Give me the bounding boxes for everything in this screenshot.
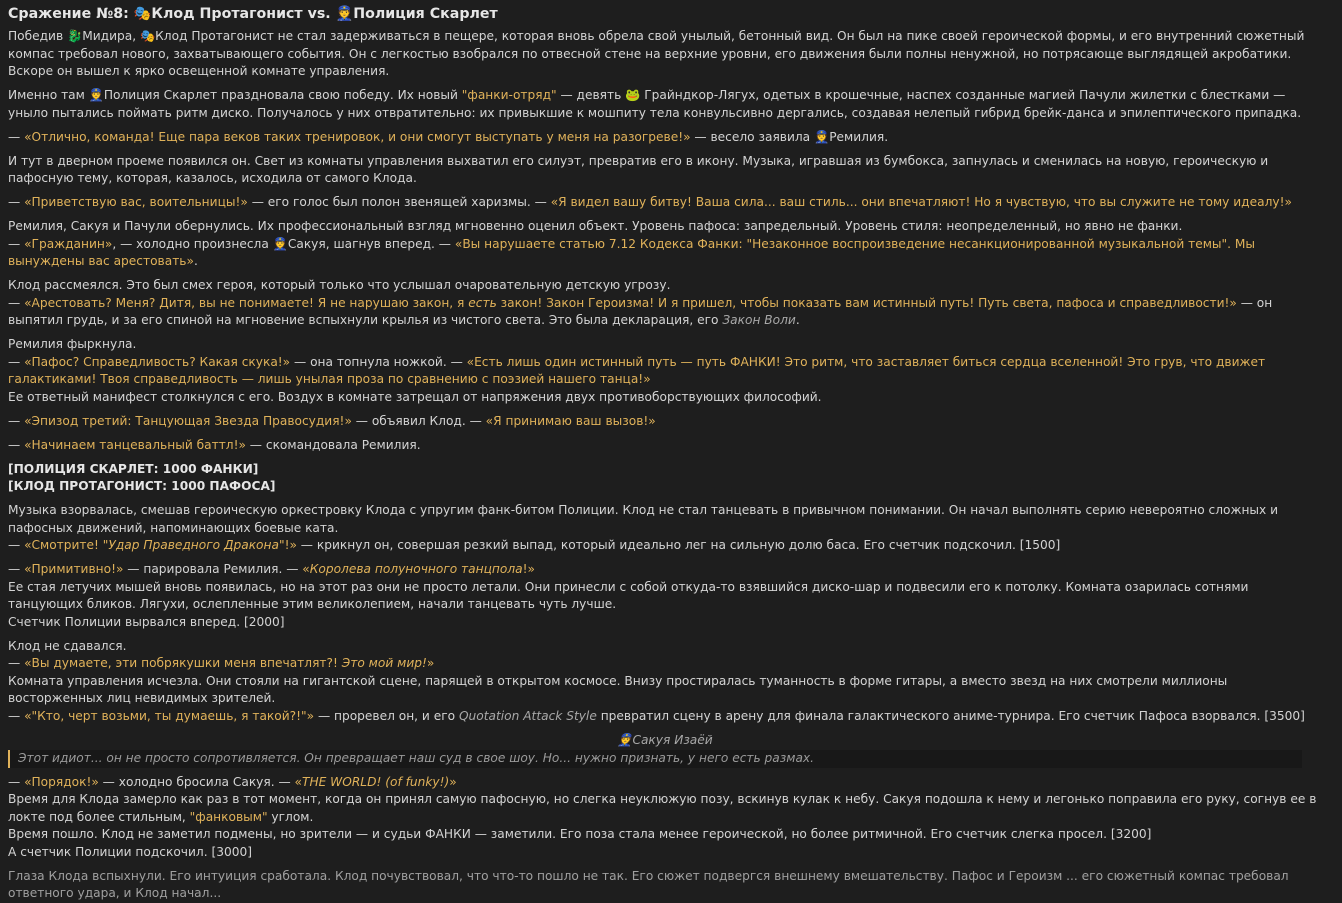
- score-police: [ПОЛИЦИЯ СКАРЛЕТ: 1000 ФАНКИ]: [8, 461, 259, 476]
- paragraph-battle-start: — «Начинаем танцевальный баттл!» — скомандовала Ремилия.: [8, 437, 421, 452]
- paragraph-claude-greets: — «Приветствую вас, воительницы!» — его голос был полон звенящей харизмы. — «Я видел вашу битву! Ваша сила... ваш стиль... они впечатляют! Но я чувствую, что вы служите не тому идеалу!»: [8, 195, 1292, 209]
- score-block: [8, 461, 1322, 496]
- paragraph-music: Музыка взорвалась, смешав героическую оркестровку Клода с упругим фанк-битом Полиции. Клод не стал танцевать в привычном понимании. Он начал выполнять серию невероятно сложных и пафосных движений, напоминающих боевые ката. — «Смотрите! "Удар Праведного Дракона"!» — крикнул он, совершая резкий выпад, который идеально лег на сильную долю баса. Его счетчик подскочил. [1500]: [8, 503, 1279, 552]
- battle-title: Сражение №8: 🎭Клод Протагонист vs. 👮Полиция Скарлет: [8, 6, 498, 22]
- paragraph-cutoff: Глаза Клода вспыхнули. Его интуиция сработала. Клод почувствовал, что что-то пошло не так. Его сюжет подвергся внешнему вмешательству. Пафос и Героизм ... его сюжетный компас требовал ответного удара, и Клод начал...: [8, 868, 1289, 900]
- paragraph-claude-enters: И тут в дверном проеме появился он. Свет из комнаты управления выхватил его силуэт, превратив его в икону. Музыка, игравшая из бумбокса, запнулась и сменилась на новую, героическую и пафосную тему, которая, казалось, исходила от самого Клода.: [8, 153, 1269, 185]
- paragraph-remilia-cheer: — «Отлично, команда! Еще пара веков таких тренировок, и они смогут выступать у меня на разогреве!» — весело заявила 👮Ремилия.: [8, 129, 889, 144]
- paragraph-the-world: — «Порядок!» — холодно бросила Сакуя. — «THE WORLD! (of funky!)» Время для Клода замерло как раз в тот момент, когда он принял самую пафосную, но слегка неуклюжую позу, вскинув кулак к небу. Сакуя подошла к нему и легонько поправила его руку, согнув ее в локте под более стильным, "фанковым" углом. Время пошло. Клод не заметил подмены, но зрители — и судьи ФАНКИ — заметили. Его поза стала менее героической, но более ритмичной. Его счетчик слегка просел. [3200] А счетчик Полиции подскочил. [3000]: [8, 774, 1317, 859]
- sakuya-thought-quote: Этот идиот... он не просто сопротивляется. Он превращает наш суд в свое шоу. Но... нужно признать, у него есть размах.: [8, 750, 1302, 768]
- paragraph-police: Именно там 👮Полиция Скарлет праздновала свою победу. Их новый "фанки-отряд" — девять 🐸 Грайндкор-Лягух, одетых в крошечные, наспех созданные магией Пачули жилетки с блестками — уныло пытались поймать ритм диско. Получалось у них отвратительно: их привыкшие к мошпиту тела конвульсивно дергались, создавая нелепый гибрид брейк-данса и эпилептического припадка.: [8, 88, 1302, 120]
- paragraph-episode: — «Эпизод третий: Танцующая Звезда Правосудия!» — объявил Клод. — «Я принимаю ваш вызов!»: [8, 413, 656, 428]
- quote-author: 👮Сакуя Изаёй: [617, 732, 713, 747]
- paragraph-claude-laughs: Клод рассмеялся. Это был смех героя, который только что услышал очаровательную детскую угрозу. — «Арестовать? Меня? Дитя, вы не понимаете! Я не нарушаю закон, я есть закон! Закон Героизма! И я пришел, чтобы показать вам истинный путь! Путь света, пафоса и справедливости!» — он выпятил грудь, и за его спиной на мгновение вспыхнули крылья из чистого света. Это была декларация, его Закон Воли.: [8, 278, 1273, 327]
- paragraph-remilia-parry: — «Примитивно!» — парировала Ремилия. — «Королева полуночного танцпола!» Ее стая летучих мышей вновь появилась, но на этот раз они не просто летали. Они принесли с собой откуда-то взявшийся диско-шар и подвесили его к потолку. Комната озарилась сотнями танцующих бликов. Лягухи, ослепленные этим великолепием, начали танцевать чуть лучше. Счетчик Полиции вырвался вперед. [2000]: [8, 562, 1249, 629]
- paragraph-intro: Победив 🐉Мидира, 🎭Клод Протагонист не стал задерживаться в пещере, которая вновь обрела свой унылый, бетонный вид. Он был на пике своей героической формы, и его внутренний сюжетный компас требовал нового, захватывающего события. Он с легкостью взобрался по отвесной стене на верхние уровни, его движения были полны ненужной, но потрясающе выглядящей акробатики. Вскоре он вышел к ярко освещенной комнате управления.: [8, 29, 1305, 78]
- paragraph-claude-world: Клод не сдавался. — «Вы думаете, эти побрякушки меня впечатлят?! Это мой мир!» Комната управления исчезла. Они стояли на гигантской сцене, парящей в открытом космосе. Внизу простиралась туманность в форме гитары, а вместо звезд на них смотрели миллионы восторженных лиц невидимых зрителей. — «"Кто, черт возьми, ты думаешь, я такой?!"» — проревел он, и его Quotation Attack Style превратил сцену в арену для финала галактического аниме-турнира. Его счетчик Пафоса взорвался. [3500]: [8, 638, 1305, 723]
- paragraph-remilia-manifest: Ремилия фыркнула. — «Пафос? Справедливость? Какая скука!» — она топнула ножкой. — «Есть лишь один истинный путь — путь ФАНКИ! Это ритм, что заставляет биться сердца вселенной! Это грув, что движет галактиками! Твоя справедливость — лишь унылая проза по сравнению с поэзией нашего танца!» Ее ответный манифест столкнулся с его. Воздух в комнате затрещал от напряжения двух противоборствующих философий.: [8, 337, 1266, 404]
- paragraph-sakuya-arrest: Ремилия, Сакуя и Пачули обернулись. Их профессиональный взгляд мгновенно оценил объект. Уровень пафоса: запредельный. Уровень стиля: неопределенный, но явно не фанки. — «Гражданин», — холодно произнесла 👮Сакуя, шагнув вперед. — «Вы нарушаете статью 7.12 Кодекса Фанки: "Незаконное воспроизведение несанкционированной музыкальной темы". Мы вынуждены вас арестовать».: [8, 219, 1256, 268]
- score-claude: [КЛОД ПРОТАГОНИСТ: 1000 ПАФОСА]: [8, 479, 276, 493]
